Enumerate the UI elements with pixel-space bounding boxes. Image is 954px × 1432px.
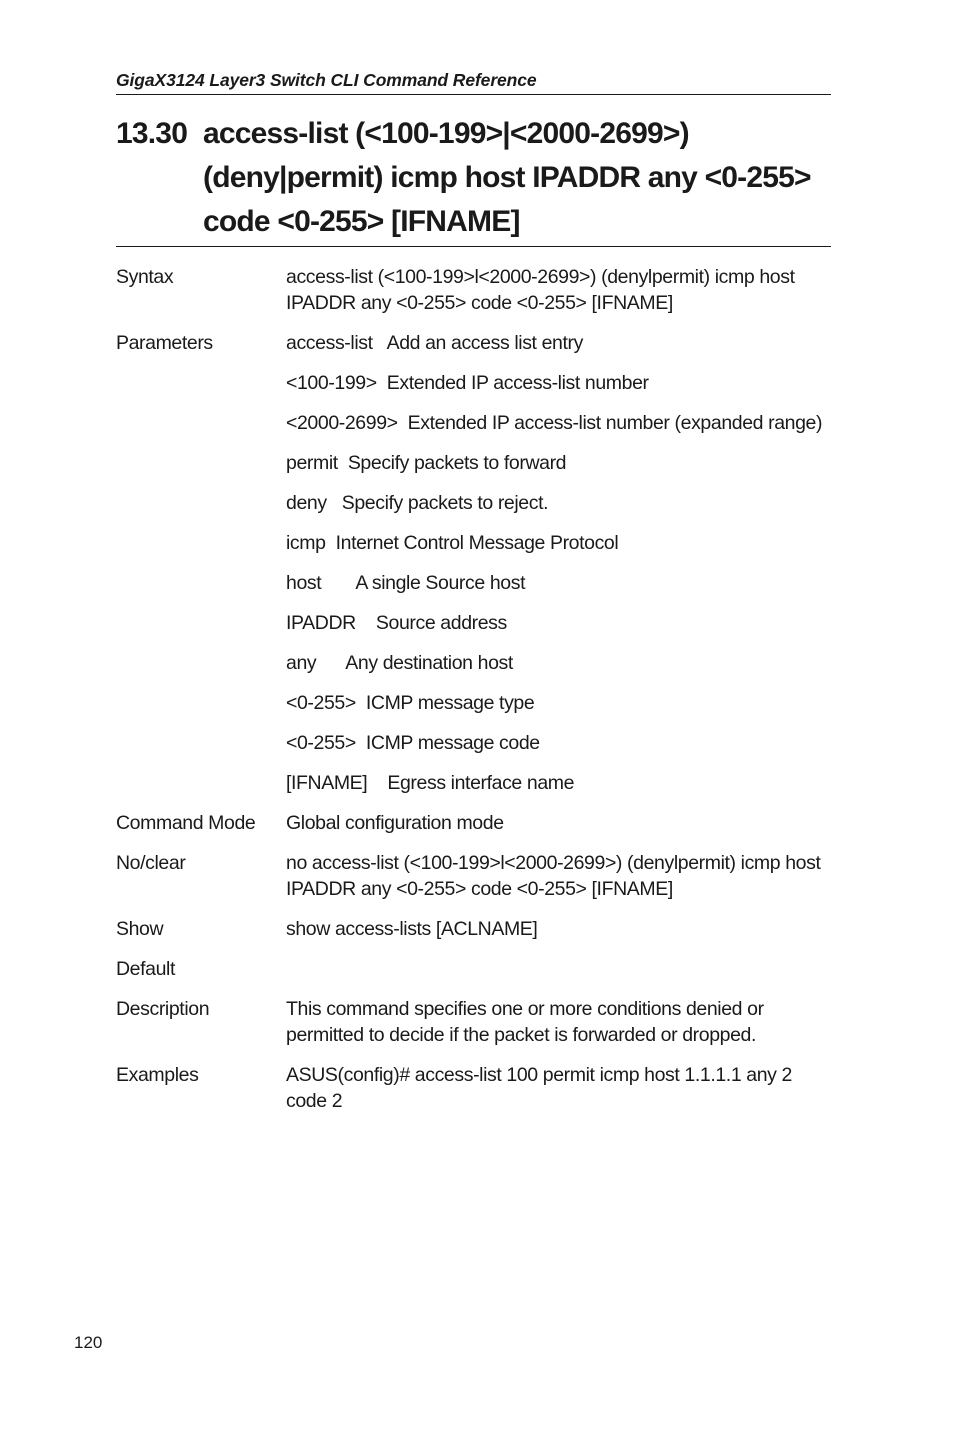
default-row [116, 956, 831, 982]
no-clear-label: No/clear [116, 852, 186, 874]
command-mode-label: Command Mode [116, 812, 256, 834]
parameter-desc: Source address [375, 612, 507, 634]
parameter-desc: Extended IP access-list number [386, 372, 649, 394]
examples-value: ASUS(config)# access-list 100 permit icmp host 1.1.1.1 any 2 code 2 [286, 1064, 792, 1112]
section-heading: access-list (<100-199>|<2000-2699>) (deny|permit) icmp host IPADDR any <0-255> code <0-255> [IFNAME] [203, 117, 811, 238]
parameters-row [116, 330, 831, 796]
no-clear-value: no access-list (<100-199>l<2000-2699>) (denylpermit) icmp host IPADDR any <0-255> code <0-255> [IFNAME] [286, 852, 821, 900]
running-header: GigaX3124 Layer3 Switch CLI Command Reference [116, 70, 831, 95]
description-value: This command specifies one or more conditions denied or permitted to decide if the packet is forwarded or dropped. [286, 998, 764, 1046]
section-number: 13.30 [116, 117, 188, 150]
parameters-list [286, 330, 831, 796]
syntax-value: access-list (<100-199>l<2000-2699>) (denylpermit) icmp host IPADDR any <0-255> code <0-255> [IFNAME] [286, 266, 795, 314]
parameter-desc: A single Source host [355, 572, 526, 594]
no-clear-row [116, 850, 831, 902]
syntax-row [116, 264, 831, 316]
parameter-term: any [286, 652, 346, 674]
parameter-desc: Extended IP access-list number (expanded range) [407, 412, 823, 434]
command-reference-table [116, 264, 831, 1128]
parameter-item [286, 770, 831, 796]
parameter-term: deny [286, 492, 342, 514]
parameter-item [286, 450, 831, 476]
parameter-desc: ICMP message code [365, 732, 540, 754]
parameter-desc: Specify packets to reject. [341, 492, 549, 514]
parameter-desc: ICMP message type [365, 692, 535, 714]
default-label: Default [116, 958, 175, 980]
command-mode-value: Global configuration mode [286, 812, 504, 834]
parameter-term: [IFNAME] [286, 772, 388, 794]
description-label: Description [116, 998, 210, 1020]
parameter-term: permit [286, 452, 348, 474]
parameter-term: icmp [286, 532, 336, 554]
show-value: show access-lists [ACLNAME] [286, 918, 538, 940]
parameter-term: <2000-2699> [286, 412, 408, 434]
section-title [116, 112, 831, 247]
parameter-item [286, 570, 831, 596]
parameter-item [286, 730, 831, 756]
parameter-term: <0-255> [286, 692, 366, 714]
parameter-item [286, 610, 831, 636]
parameter-item [286, 650, 831, 676]
parameter-desc: Any destination host [345, 652, 513, 674]
parameter-item [286, 690, 831, 716]
parameter-term: host [286, 572, 356, 594]
syntax-label: Syntax [116, 266, 174, 288]
page-number: 120 [74, 1333, 103, 1352]
parameter-item [286, 370, 831, 396]
parameter-desc: Specify packets to forward [347, 452, 567, 474]
parameter-item [286, 490, 831, 516]
parameters-label: Parameters [116, 332, 213, 354]
default-value [286, 956, 831, 982]
parameter-term: IPADDR [286, 612, 376, 634]
parameter-item [286, 410, 831, 436]
description-row [116, 996, 831, 1048]
command-mode-row [116, 810, 831, 836]
show-label: Show [116, 918, 164, 940]
parameter-desc: Egress interface name [387, 772, 575, 794]
parameter-item [286, 530, 831, 556]
parameter-term: <0-255> [286, 732, 366, 754]
parameter-item [286, 330, 831, 356]
examples-label: Examples [116, 1064, 199, 1086]
show-row [116, 916, 831, 942]
parameter-desc: Internet Control Message Protocol [335, 532, 619, 554]
examples-row [116, 1062, 831, 1114]
parameter-term: access-list [286, 332, 387, 354]
parameter-term: <100-199> [286, 372, 387, 394]
parameter-desc: Add an access list entry [386, 332, 583, 354]
